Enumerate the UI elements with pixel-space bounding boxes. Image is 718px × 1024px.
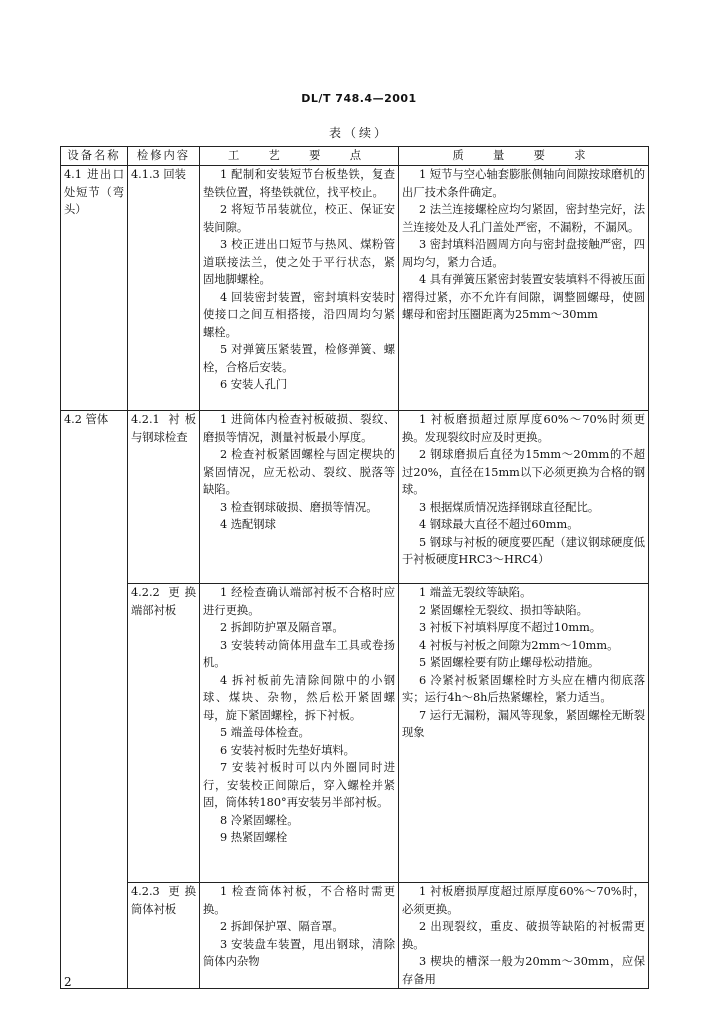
quality-cell xyxy=(399,584,649,883)
process-step: 6 安装人孔门 xyxy=(219,378,288,391)
process-step: 2 拆卸保护罩、隔音罩。 xyxy=(219,920,344,933)
quality-requirement: 3 密封填料沿圆周方向与密封盘接触严密，四周均匀，紧力合适。 xyxy=(402,238,645,269)
process-step: 8 冷紧固螺栓。 xyxy=(219,813,299,827)
quality-requirement: 2 钢球磨损后直径为15mm～20mm的不超过20%，直径在15mm以下必须更换为合格的钢球。 xyxy=(402,448,645,496)
page-number: 2 xyxy=(64,975,72,989)
column-header-equipment: 设备名称 xyxy=(61,147,128,166)
process-step: 4 回装密封装置，密封填料安装时使接口之间互相搭接，沿四周均匀紧螺栓。 xyxy=(203,290,395,339)
maintenance-table xyxy=(60,146,649,989)
process-step: 7 安装衬板时可以内外圈同时进行，安装校正间隙后，穿入螺栓并紧固，筒体转180°再安装另半部衬板。 xyxy=(203,761,395,809)
process-step: 2 拆卸防护罩及隔音罩。 xyxy=(219,621,344,634)
table-row xyxy=(61,411,649,584)
process-step: 4 拆衬板前先清除间隙中的小钢球、煤块、杂物，然后松开紧固螺母，旋下紧固螺栓，拆下衬板。 xyxy=(203,673,395,722)
quality-requirement: 5 紧固螺栓要有防止螺母松动措施。 xyxy=(418,656,600,669)
quality-requirement: 3 衬板下衬填料厚度不超过10mm。 xyxy=(418,621,602,634)
quality-requirement: 6 冷紧衬板紧固螺栓时方头应在槽内彻底落实；运行4h～8h后热紧螺栓，紧力适当。 xyxy=(402,673,645,704)
process-cell xyxy=(200,166,399,411)
process-step: 4 选配钢球 xyxy=(219,518,276,531)
quality-cell xyxy=(399,883,649,989)
process-step: 2 检查衬板紧固螺栓与固定楔块的紧固情况，应无松动、裂纹、脱落等缺陷。 xyxy=(203,448,395,496)
column-header-process: 工 艺 要 点 xyxy=(200,147,399,166)
process-step: 3 安装转动筒体用盘车工具或卷扬机。 xyxy=(203,638,395,669)
quality-requirement: 3 根据煤质情况选择钢球直径配比。 xyxy=(418,500,600,514)
process-cell xyxy=(200,411,399,584)
item-cell: 4.1.3 回装 xyxy=(128,166,200,411)
table-row xyxy=(61,584,649,883)
quality-requirement: 4 衬板与衬板之间隙为2mm～10mm。 xyxy=(418,638,619,652)
document-code-header: DL/T 748.4—2001 xyxy=(301,92,417,105)
process-step: 1 经检查确认端部衬板不合格时应进行更换。 xyxy=(203,586,395,617)
item-cell: 4.2.3 更换筒体衬板 xyxy=(128,883,200,989)
process-step: 9 热紧固螺栓 xyxy=(219,831,288,844)
process-step: 3 安装盘车装置，甩出钢球，清除筒体内杂物 xyxy=(203,937,395,968)
equipment-cell: 4.1 进出口处短节（弯头） xyxy=(61,166,128,411)
item-cell: 4.2.2 更换端部衬板 xyxy=(128,584,200,883)
quality-requirement: 2 法兰连接螺栓应均匀紧固，密封垫完好，法兰连接处及人孔门盖处严密，不漏粉，不漏风。 xyxy=(402,203,645,234)
quality-requirement: 1 端盖无裂纹等缺陷。 xyxy=(418,586,532,599)
process-step: 1 检查筒体衬板，不合格时需更换。 xyxy=(203,885,395,916)
equipment-cell: 4.2 管体 xyxy=(61,411,128,989)
process-step: 3 检查钢球破损、磨损等情况。 xyxy=(219,500,378,514)
quality-requirement: 4 钢球最大直径不超过60mm。 xyxy=(418,518,579,531)
quality-requirement: 4 具有弹簧压紧密封装置安装填料不得被压面褶得过紧，亦不允许有间隙，调整圆螺母，使圆螺母和密封压圈距离为25mm～30mm xyxy=(402,273,645,321)
process-step: 6 安装衬板时先垫好填料。 xyxy=(219,743,355,757)
table-caption: 表（续） xyxy=(328,126,389,140)
quality-requirement: 1 衬板磨损超过原厚度60%～70%时须更换。发现裂纹时应及时更换。 xyxy=(402,413,645,444)
process-cell xyxy=(200,883,399,989)
process-step: 1 进筒体内检查衬板破损、裂纹、磨损等情况，测量衬板最小厚度。 xyxy=(203,413,395,444)
process-step: 5 对弹簧压紧装置，检修弹簧、螺栓，合格后安装。 xyxy=(203,343,395,374)
quality-requirement: 1 衬板磨损厚度超过原厚度60%～70%时，必须更换。 xyxy=(402,885,645,916)
quality-requirement: 3 楔块的槽深一般为20mm～30mm，应保存备用 xyxy=(402,955,645,986)
quality-requirement: 5 钢球与衬板的硬度要匹配（建议钢球硬度低于衬板硬度HRC3～HRC4） xyxy=(402,535,645,566)
process-step: 5 端盖母体检查。 xyxy=(219,726,310,739)
quality-requirement: 2 出现裂纹，重皮、破损等缺陷的衬板需更换。 xyxy=(402,920,645,951)
column-header-quality: 质 量 要 求 xyxy=(399,147,649,166)
process-step: 1 配制和安装短节台板垫铁，复查垫铁位置，将垫铁就位，找平校止。 xyxy=(203,168,395,199)
table-row xyxy=(61,166,649,411)
quality-requirement: 2 紧固螺栓无裂纹、损扣等缺陷。 xyxy=(418,603,588,617)
item-cell: 4.2.1 衬板与钢球检查 xyxy=(128,411,200,584)
quality-cell xyxy=(399,166,649,411)
process-cell xyxy=(200,584,399,883)
process-step: 2 将短节吊装就位，校正、保证安装间隙。 xyxy=(203,203,395,234)
quality-cell xyxy=(399,411,649,584)
table-row xyxy=(61,883,649,989)
quality-requirement: 7 运行无漏粉，漏风等现象，紧固螺栓无断裂现象 xyxy=(402,708,645,739)
column-header-item: 检修内容 xyxy=(128,147,200,166)
table-header-row xyxy=(61,147,649,166)
quality-requirement: 1 短节与空心轴套膨胀侧轴向间隙按球磨机的出厂技术条件确定。 xyxy=(402,168,645,199)
process-step: 3 校正进出口短节与热风、煤粉管道联接法兰，使之处于平行状态，紧固地脚螺栓。 xyxy=(203,238,395,286)
